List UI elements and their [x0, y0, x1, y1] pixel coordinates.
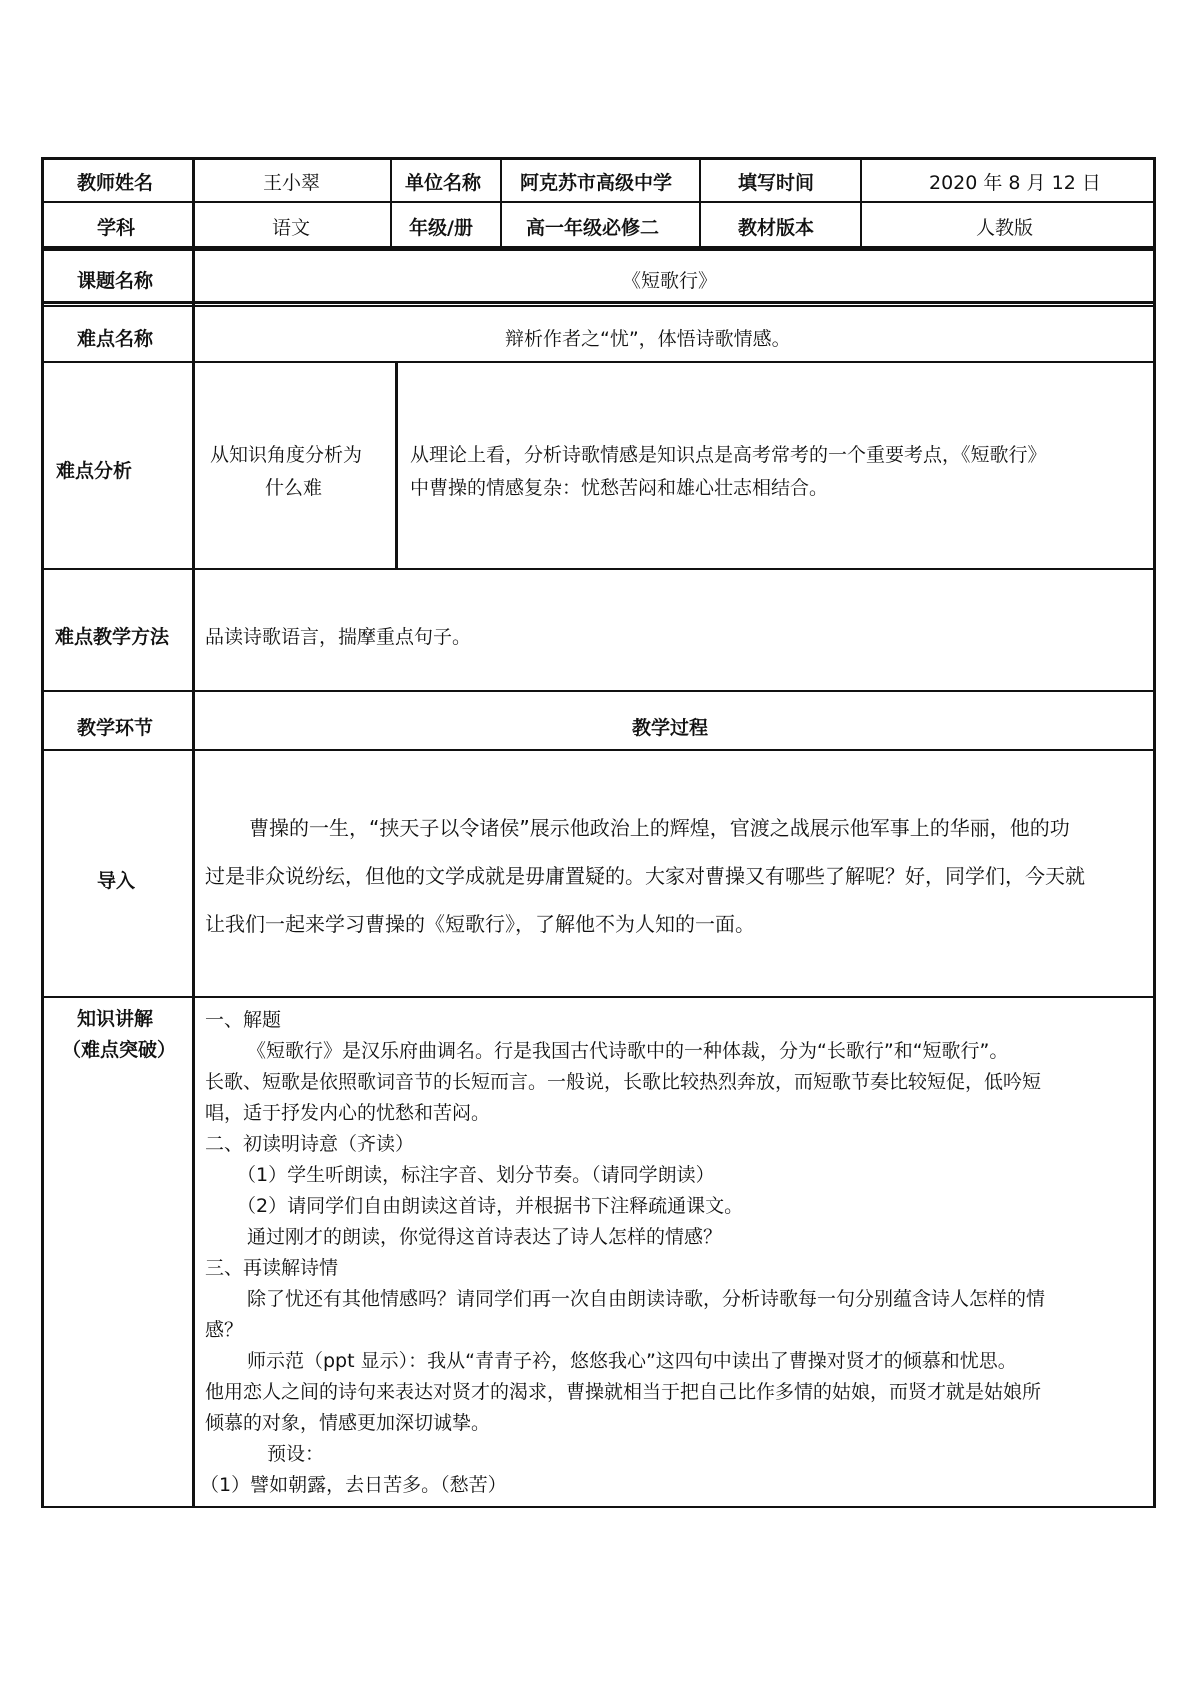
analysis-line1: 从理论上看，分析诗歌情感是知识点是高考常考的一个重要考点，《短歌行》	[410, 444, 1047, 466]
teacher-name-label: 教师姓名	[77, 172, 154, 194]
topic-label: 课题名称	[77, 270, 154, 292]
table-border	[41, 996, 1155, 998]
table-border	[41, 749, 1155, 751]
intro-line2: 过是非众说纷纭，但他的文学成就是毋庸置疑的。大家对曹操又有哪些了解呢？好，同学们，今天就	[205, 864, 1085, 888]
table-border	[41, 568, 1155, 570]
process-label: 教学环节	[77, 717, 154, 739]
unit-label: 单位名称	[405, 172, 482, 194]
method-label: 难点教学方法	[55, 626, 170, 648]
date-label: 填写时间	[738, 172, 815, 194]
table-border	[395, 361, 398, 569]
table-border	[500, 157, 502, 248]
knowledge-line: 唱，适于抒发内心的忧愁和苦闷。	[205, 1102, 491, 1124]
knowledge-line: 感？	[205, 1319, 244, 1341]
table-border	[41, 301, 1155, 304]
table-border	[41, 690, 1155, 692]
knowledge-line: （1）譬如朝露，去日苦多。（愁苦）	[200, 1474, 507, 1496]
table-border	[41, 201, 1155, 203]
analysis-sub-label-line2: 什么难	[265, 477, 323, 499]
knowledge-line: 长歌、短歌是依照歌词音节的长短而言。一般说，长歌比较热烈奔放，而短歌节奏比较短促，低吟短	[205, 1071, 1042, 1093]
topic-value: 《短歌行》	[622, 270, 718, 292]
difficulty-label: 难点名称	[77, 328, 154, 350]
table-border	[390, 157, 392, 248]
table-border	[41, 157, 44, 1508]
table-border	[41, 361, 1155, 363]
method-value: 品读诗歌语言，揣摩重点句子。	[205, 626, 472, 648]
knowledge-line: 他用恋人之间的诗句来表达对贤才的渴求，曹操就相当于把自己比作多情的姑娘，而贤才就是姑娘所	[205, 1381, 1042, 1403]
knowledge-line: 二、初读明诗意（齐读）	[205, 1133, 415, 1155]
analysis-sub-label-line1: 从知识角度分析为	[210, 444, 363, 466]
knowledge-line: 三、再读解诗情	[205, 1257, 339, 1279]
subject-label: 学科	[97, 217, 136, 239]
teacher-name: 王小翠	[263, 172, 321, 194]
table-border	[41, 249, 1155, 251]
intro-label: 导入	[97, 870, 136, 892]
knowledge-line: 倾慕的对象，情感更加深切诚挚。	[205, 1412, 491, 1434]
intro-line3: 让我们一起来学习曹操的《短歌行》，了解他不为人知的一面。	[205, 912, 755, 936]
knowledge-line: 一、解题	[205, 1009, 282, 1031]
knowledge-line: 预设：	[267, 1443, 325, 1465]
date-value: 2020 年 8 月 12 日	[929, 172, 1101, 194]
grade-value: 高一年级必修二	[526, 217, 660, 239]
edition-value: 人教版	[976, 217, 1034, 239]
unit-value: 阿克苏市高级中学	[520, 172, 673, 194]
table-border	[192, 157, 195, 1508]
knowledge-line: （2）请同学们自由朗读这首诗，并根据书下注释疏通课文。	[237, 1195, 744, 1217]
analysis-label: 难点分析	[56, 460, 133, 482]
knowledge-line: 除了忧还有其他情感吗？请同学们再一次自由朗读诗歌，分析诗歌每一句分别蕴含诗人怎样的情	[247, 1288, 1046, 1310]
table-border	[1153, 157, 1156, 1508]
knowledge-line: （1）学生听朗读，标注字音、划分节奏。（请同学朗读）	[237, 1164, 715, 1186]
difficulty-value: 辩析作者之“忧”，体悟诗歌情感。	[505, 328, 791, 350]
knowledge-line: 通过刚才的朗读，你觉得这首诗表达了诗人怎样的情感？	[247, 1226, 723, 1248]
grade-label: 年级/册	[409, 217, 473, 239]
analysis-line2: 中曹操的情感复杂：忧愁苦闷和雄心壮志相结合。	[410, 477, 829, 499]
edition-label: 教材版本	[738, 217, 815, 239]
knowledge-line: 《短歌行》是汉乐府曲调名。行是我国古代诗歌中的一种体裁，分为“长歌行”和“短歌行”。	[247, 1040, 1009, 1062]
table-border	[41, 1506, 1155, 1508]
knowledge-label-line2: （难点突破）	[62, 1039, 177, 1061]
table-border	[41, 305, 1155, 307]
subject-value: 语文	[272, 217, 311, 239]
table-border	[860, 157, 862, 248]
knowledge-line: 师示范（ppt 显示）：我从“青青子衿，悠悠我心”这四句中读出了曹操对贤才的倾慕和忧思。	[247, 1350, 1017, 1372]
knowledge-label-line1: 知识讲解	[77, 1008, 154, 1030]
table-border	[699, 157, 701, 248]
process-title: 教学过程	[632, 717, 709, 739]
table-border	[41, 157, 1155, 160]
intro-line1: 曹操的一生，“挟天子以令诸侯”展示他政治上的辉煌，官渡之战展示他军事上的华丽，他的功	[249, 816, 1070, 840]
